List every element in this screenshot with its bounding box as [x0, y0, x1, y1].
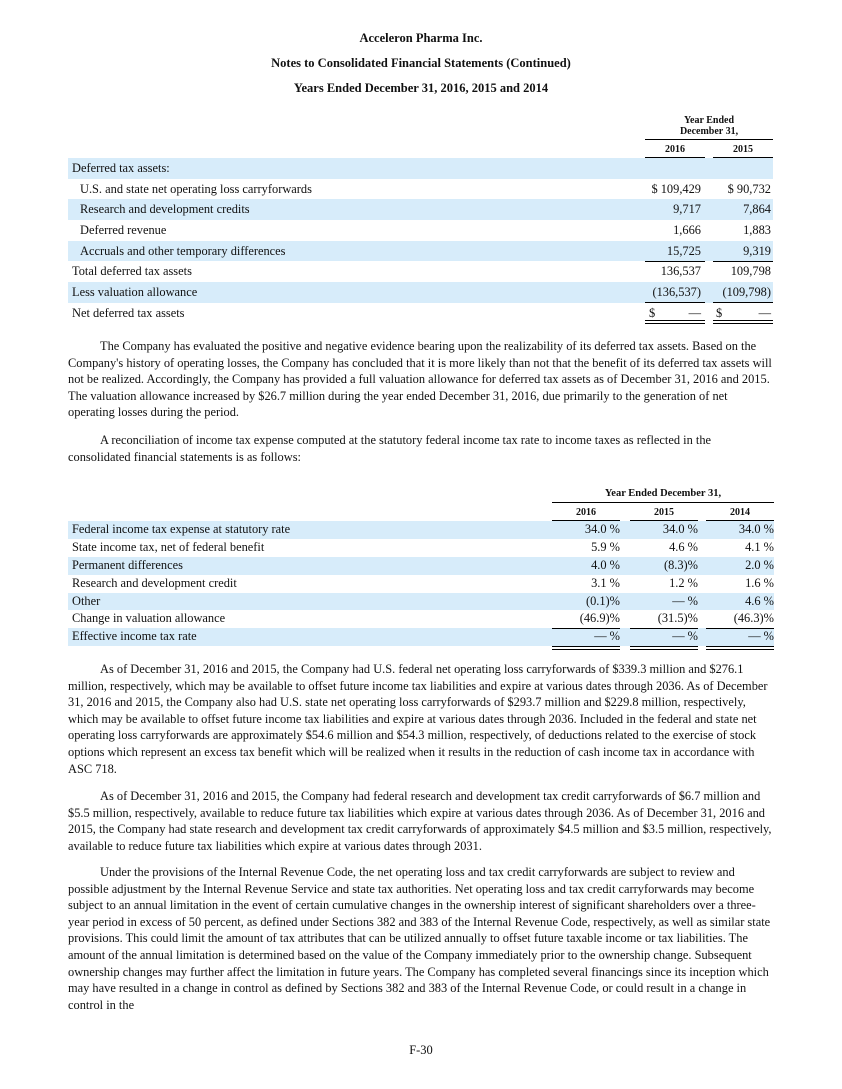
value-2014: 1.6 %	[745, 575, 774, 590]
total-rule-2016	[645, 261, 705, 262]
effective-double-rule-2015	[630, 646, 698, 650]
value-2016: 15,725	[666, 243, 701, 258]
row-label: Research and development credits	[80, 202, 250, 217]
value-2015: (109,798)	[722, 285, 771, 300]
row-label: Accruals and other temporary differences	[80, 243, 286, 258]
page-number: F-30	[409, 1043, 433, 1057]
value-2016: (0.1)%	[585, 593, 620, 608]
deferred-head-rule	[645, 139, 773, 140]
notes-title: Notes to Consolidated Financial Statements (Continued)	[271, 56, 571, 70]
currency-2016: $	[649, 305, 656, 320]
net-rule-2015	[713, 302, 773, 303]
value-2014: 34.0 %	[738, 522, 774, 536]
value-2015: 1,883	[743, 223, 771, 238]
row-label: Research and development credit	[72, 575, 237, 590]
value-2015: 1.2 %	[669, 575, 698, 590]
table-row	[68, 158, 773, 179]
paragraph-valuation: The Company has evaluated the positive and negative evidence bearing upon the realizability of its deferred tax assets. Based on the Company's history of operating losses, the Company has concluded that it is more likely than not that the benefit of its deferred tax assets will not be realized. Accordingly, the Company has provided a full valuation allowance for deferred tax assets as of December 31, 2016 and 2015. The valuation allowance increased by $26.7 million during the year ended December 31, 2016, due primarily to the generation of net operating losses during the period.	[68, 339, 772, 420]
value-2015: 9,319	[743, 243, 771, 258]
value-2015: 4.6 %	[669, 539, 698, 554]
value-2016: $ 109,429	[651, 181, 701, 196]
value-2016: 9,717	[673, 202, 701, 217]
table-row	[68, 628, 774, 646]
table-row	[68, 199, 773, 220]
row-label: State income tax, net of federal benefit	[72, 539, 265, 554]
deferred-head-line2: December 31,	[679, 126, 739, 137]
value-2016: — %	[594, 629, 620, 644]
value-2015: 7,864	[743, 202, 771, 217]
value-2016: 1,666	[673, 223, 701, 238]
row-label: Total deferred tax assets	[72, 264, 192, 279]
value-2016: —	[688, 305, 701, 320]
value-2015: —	[758, 305, 771, 320]
deferred-col-2016: 2016	[665, 144, 685, 155]
row-label: Federal income tax expense at statutory rate	[72, 522, 291, 536]
value-2016: (46.9)%	[579, 611, 620, 626]
table-row	[68, 220, 773, 241]
table-row	[68, 593, 774, 611]
table-row	[68, 261, 773, 282]
value-2015: $ 90,732	[727, 181, 771, 196]
row-label: Deferred tax assets:	[72, 161, 170, 175]
value-2015: (8.3)%	[663, 557, 698, 572]
paragraph-nol-carryforwards: As of December 31, 2016 and 2015, the Company had U.S. federal net operating loss carryforwards of $339.3 million and $276.1 million, respectively, which may be available to offset future income tax liabilities and expire at various dates through 2036. As of December 31, 2016 and 2015, the Company also had U.S. state net operating loss carryforwards of $293.7 million and $229.8 million, respectively, which may be available to offset future income tax liabilities and expire at various dates through 2036. Included in the federal and state net operating loss carryforwards are approximately $54.6 million and $54.3 million, respectively, of deductions related to the exercise of stock options which represent an excess tax benefit which will be realized when it results in the reduction of cash income tax in accordance with ASC 718.	[68, 662, 768, 776]
deferred-tax-table	[68, 158, 773, 324]
rate-col-2015: 2015	[654, 507, 674, 518]
value-2016: 34.0 %	[584, 522, 620, 536]
company-name: Acceleron Pharma Inc.	[359, 31, 483, 45]
row-label: Less valuation allowance	[72, 285, 198, 300]
total-rule-2015	[713, 261, 773, 262]
paragraph-rd-credits: As of December 31, 2016 and 2015, the Company had federal research and development tax credit carryforwards of $6.7 million and $5.5 million, respectively, available to reduce future tax liabilities which expire at various dates through 2036. As of December 31, 2016 and 2015, the Company had state research and development tax credit carryforwards of approximately $4.5 million and $3.5 million, respectively, available to reduce future tax liabilities which expire at various dates through 2031.	[68, 789, 772, 853]
row-label: Permanent differences	[72, 557, 183, 572]
row-label: U.S. and state net operating loss carryforwards	[80, 181, 312, 196]
value-2016: (136,537)	[652, 285, 701, 300]
rate-col-2016: 2016	[576, 507, 596, 518]
effective-double-rule-2014	[706, 646, 774, 650]
table-row	[68, 575, 774, 593]
table-row	[68, 282, 773, 303]
table-row	[68, 179, 773, 200]
value-2015: (31.5)%	[657, 611, 698, 626]
value-2014: 4.6 %	[745, 593, 774, 608]
value-2015: — %	[672, 629, 698, 644]
row-label: Net deferred tax assets	[72, 305, 185, 320]
value-2015: 109,798	[730, 264, 771, 279]
value-2015: 34.0 %	[662, 522, 698, 536]
net-double-rule-2016	[645, 320, 705, 324]
rate-col-2014: 2014	[730, 507, 750, 518]
rate-head-rule	[552, 502, 774, 503]
row-label: Other	[72, 593, 101, 608]
value-2016: 3.1 %	[591, 575, 620, 590]
row-label: Deferred revenue	[80, 223, 167, 238]
effective-double-rule-2016	[552, 646, 620, 650]
value-2014: 4.1 %	[745, 539, 774, 554]
deferred-head-line1: Year Ended	[683, 115, 735, 126]
value-2015: — %	[672, 593, 698, 608]
value-2014: (46.3)%	[733, 611, 774, 626]
net-double-rule-2015	[713, 320, 773, 324]
value-2014: — %	[748, 629, 774, 644]
row-label: Change in valuation allowance	[72, 611, 226, 626]
net-rule-2016	[645, 302, 705, 303]
table-row	[68, 241, 773, 262]
valuation-rule-2016	[552, 628, 620, 629]
period-title: Years Ended December 31, 2016, 2015 and 2014	[293, 81, 549, 95]
value-2014: 2.0 %	[745, 557, 774, 572]
value-2016: 4.0 %	[591, 557, 620, 572]
paragraph-irc-limitation: Under the provisions of the Internal Revenue Code, the net operating loss and tax credit carryforwards are subject to review and possible adjustment by the Internal Revenue Service and state tax authorities. Net operating loss and tax credit carryforwards may become subject to an annual limitation in the event of certain cumulative changes in the ownership interest of significant shareholders over a three-year period in excess of 50 percent, as defined under Sections 382 and 383 of the Internal Revenue Code, respectively, as well as similar state provisions. This could limit the amount of tax attributes that can be utilized annually to offset future taxable income or tax liabilities. The amount of the annual limitation is determined based on the value of the Company immediately prior to the ownership change. Subsequent ownership changes may further affect the limitation in future years. The Company has completed several financings since its inception which may have resulted in a change in control as defined by Sections 382 and 383 of the Internal Revenue Code, or could result in a change in control in the	[68, 865, 771, 1012]
value-2016: 136,537	[660, 264, 701, 279]
value-2016: 5.9 %	[591, 539, 620, 554]
rate-table-head: Year Ended December 31,	[604, 488, 722, 499]
table-row	[68, 521, 774, 539]
table-row	[68, 610, 774, 628]
valuation-rule-2015	[630, 628, 698, 629]
valuation-rule-2014	[706, 628, 774, 629]
deferred-col-2015: 2015	[733, 144, 753, 155]
currency-2015: $	[716, 305, 723, 320]
table-row	[68, 557, 774, 575]
row-label: Effective income tax rate	[72, 629, 197, 644]
table-row	[68, 539, 774, 557]
paragraph-reconciliation-intro: A reconciliation of income tax expense computed at the statutory federal income tax rate to income taxes as reflected in the consolidated financial statements is as follows:	[68, 433, 712, 464]
